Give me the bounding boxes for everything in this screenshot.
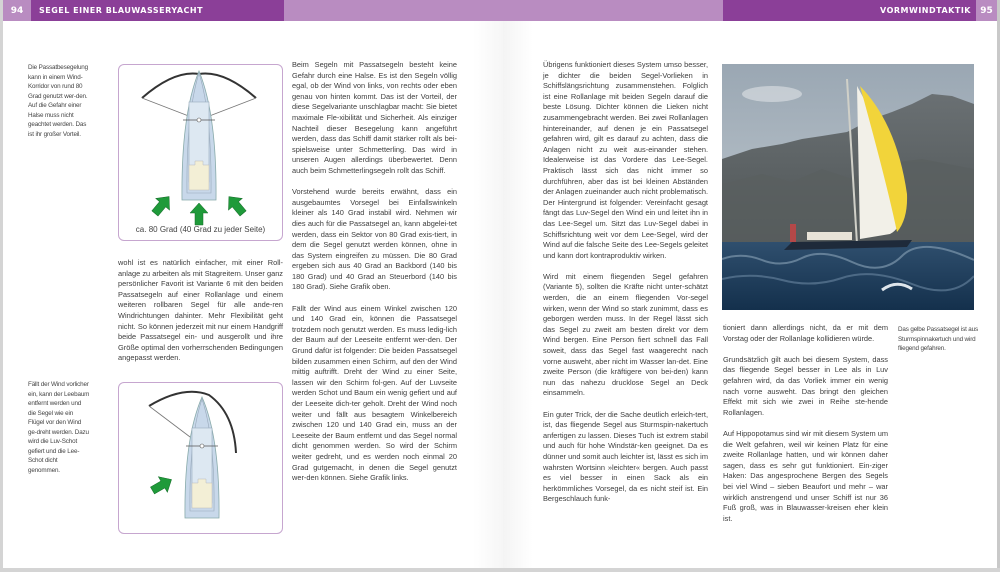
left-col1-text: wohl ist es natürlich einfacher, mit einer Roll-anlage zu arbeiten als mit Stagreitern. Unser ganz persönlicher Favorit ist Variante 6 mit den beiden Passatsegeln auf einer Rollanlage und einem weiteren rollbaren Segel für alle ande-ren Windrichtungen dahinter. Mehr Flexibilität geht nicht. So können jederzeit mit nur einem Handgriff beide Passatsegel ein- und ausgerollt und ihre Größe optimal den vorherrschenden Bedingungen angepasst werden. (118, 258, 283, 363)
paragraph: Fällt der Wind aus einem Winkel zwischen 120 und 140 Grad ein, können die Passatsegel trotzdem noch genutzt werden. Es muss ledig-lich der Baum auf der Leeseite entfernt wer-den. Der Grund dafür ist folgender: Die beiden Passatsegel bilden zusammen einen Schirm, auf den der Wind mittig auftrifft. Dreht der Wind zu einer Seite, lassen wir den Schirm fol-gen. Auf der Luvseite werden Schot und Baum ein wenig gefiert und auf der Leeseite dich-ter geholt. Dreht der Wind noch weiter und fällt aus besagtem Winkelbereich zwischen 120 und 140 Grad ein, muss an der Leeseite der Baum entfernt und das Segel normal dicht genommen werden. So wird der Schirm weiter gedreht, und es werden noch einmal 20 Grad gutgemacht, in denen die Segel genutzt wer-den können. Siehe Grafik links. (292, 303, 457, 483)
paragraph: tioniert dann allerdings nicht, da er mit dem Vorstag oder der Rollanlage kollidieren würde. (723, 323, 888, 343)
boat-diagram-80deg (119, 65, 282, 240)
sailboat-photo (722, 64, 974, 310)
header-bar-light-left (284, 0, 503, 21)
mast-icon (197, 118, 201, 122)
right-page (503, 0, 997, 568)
wind-arrow-icon (148, 472, 176, 499)
paragraph: Wird mit einem fliegenden Segel gefahren (Variante 5), sollten die Kräfte nicht unter-schätzt werden, die an einem fliegenden Vor-segel wirken, wenn der Wind so stark zunimmt, dass es geborgen werden muss. In der Regel lässt sich das Segel zu zweit am besten direkt vor dem Wind bergen. Eine Person fiert schnell das Fall soweit, dass das Segel fast waagerecht nach vorne ausweht, aber nicht im Wasser lan-det. Eine zweite Person (die kräftigere von bei-den) kann nun das nahezu drucklose Segel an Deck einsammeln. (543, 271, 708, 398)
mast-icon (200, 444, 204, 448)
book-spread (3, 0, 997, 568)
wind-arrow-left-icon (148, 191, 176, 219)
running-header-right: VORMWINDTAKTIK (880, 6, 971, 15)
cockpit-shape (189, 161, 209, 190)
wind-arrow-center-icon (190, 203, 208, 225)
running-header-left: SEGEL EINER BLAUWASSERYACHT (39, 6, 204, 15)
figure-caption-top: Die Passatbesegelung kann in einem Wind-Korridor von rund 80 Grad genutzt wer-den. Auf die Gefahr einer Halse muss nicht geachtet werden. Das ist ihr großer Vorteil. (28, 64, 89, 138)
paragraph: Vorstehend wurde bereits erwähnt, dass ein ausgebaumtes Vorsegel bei Einfallswinkeln kleiner als 140 Grad instabil wird. Nehmen wir dies auch für die Passatsegel an, kann abgelei-tet werden, dass ein Sektor von 80 Grad exis-tiert, in dem die Segel genutzt werden können, ohne in das System eingreifen zu müssen. Die 80 Grad ergeben sich aus 40 Grad an Backbord (140 bis 180 Grad) und 40 Grad an Steuerbord (140 bis 180 Grad). Siehe Grafik oben. (292, 187, 457, 292)
figure-label-80-grad: ca. 80 Grad (40 Grad zu jeder Seite) (135, 225, 266, 234)
page-number-left: 94 (3, 0, 31, 21)
left-page (3, 0, 503, 568)
paragraph: Grundsätzlich gilt auch bei diesem System, dass das fliegende Segel besser in Lee als in Luv gefahren wird, da das Vorliek immer ein wenig nach vorne ausweht. Das bringt den gleichen Effekt mit sich wie zwei in Reihe ste-hende Rollanlagen. (723, 354, 888, 417)
cockpit-shape (192, 479, 212, 508)
left-col2-text (292, 60, 457, 494)
paragraph: Ein guter Trick, der die Sache deutlich erleich-tert, ist, das fliegende Segel aus Sturmspin-nakertuch anfertigen zu lassen. Dieses Tuch ist extrem stabil und auch für hohe Windstär-ken geeignet. Da es dünner und somit auch leichter ist, lässt es sich im wahrsten Wortsinn »leichter« bergen. Auch passt es viel besser in einen Sack als ein herkömmliches Vorsegel, da es nicht steif ist. Ein Bergeschlauch funk- (543, 409, 708, 504)
paragraph: Übrigens funktioniert dieses System umso besser, je dichter die beiden Segel-Vorlieken in Schiffslängsrichtung zusammenstehen. Folglich ist eine Rollanlage mit beiden Segeln darauf die beste Lösung. Dichter können die Lieken nicht zusammengebracht werden. Bei zwei Rollanlagen hintereinander, auf denen je ein Passatsegel gefahren wird, gilt es darauf zu achten, dass die Anlagen nicht zu weit aus-einander stehen. Idealerweise ist das Vordere das Lee-Segel. Praktisch lässt sich das nicht immer so durchführen, aber das ist bei kleinen Abständen der Anlagen zueinander auch nicht problematisch. Der Hintergrund ist folgender: Vereinfacht gesagt fängt das Luv-Segel den Wind ein und leitet ihn in das Lee-Segel um. Sitzt das Luv-Segel dabei in Schiffsrichtung weit vor dem Lee-Segel, wird der Wind auf die falsche Seite des Lee-Segels geleitet und kann dort kontraproduktiv wirken. (543, 60, 708, 260)
paragraph: Beim Segeln mit Passatsegeln besteht keine Gefahr durch eine Halse. Es ist den Segeln völlig egal, ob der Wind von links, von rechts oder eben genau von hinten kommt. Das ist der Vorteil, der diese Segelvariante unschlagbar macht: Sie bietet maximale Fle-xibilität und Sicherheit. Als einziger Nachteil dieser Besegelung kann angeführt werden, dass das Schiff damit stärker rollt als bei-spielsweise unter Schmetterling. Das wird in unseren Augen allerdings überbewertet. Denn auch beim Schmetterlingsegeln rollt das Schiff. (292, 60, 457, 175)
wind-arrow-right-icon (222, 191, 250, 219)
photo-caption: Das gelbe Passatsegel ist aus Sturmspinnakertuch und wird fliegend gefahren. (898, 326, 979, 352)
header-bar-light-right (503, 0, 723, 21)
paragraph: Auf Hippopotamus sind wir mit diesem System um die Welt gefahren, weil wir keinen Platz für eine zweite Rollanlage hatten, und wir können daher sagen, dass es sehr gut funktioniert. Ein-ziger Haken: Das angesprochene Bergen des Segels bei viel Wind – sieben Beaufort und mehr – war wirklich anstrengend und unser Schiff ist nur 36 Fuß groß, was in Blauwasser-kreisen eher klein ist. (723, 428, 888, 523)
right-col1-text (543, 60, 708, 516)
figure-caption-bottom: Fällt der Wind vorlicher ein, kann der Leebaum entfernt werden und die Segel wie ein Flügel vor den Wind ge-dreht werden. Dazu wird die Luv-Schot gefiert und die Lee-Schot dicht genommen. (28, 381, 90, 474)
figure-wing-diagram (118, 382, 283, 534)
figure-passat-diagram (118, 64, 283, 241)
page-number-right: 95 (976, 0, 997, 21)
sailboat-photo-image (722, 64, 974, 310)
boat-diagram-wing (119, 383, 282, 533)
right-col2-text (723, 323, 888, 535)
